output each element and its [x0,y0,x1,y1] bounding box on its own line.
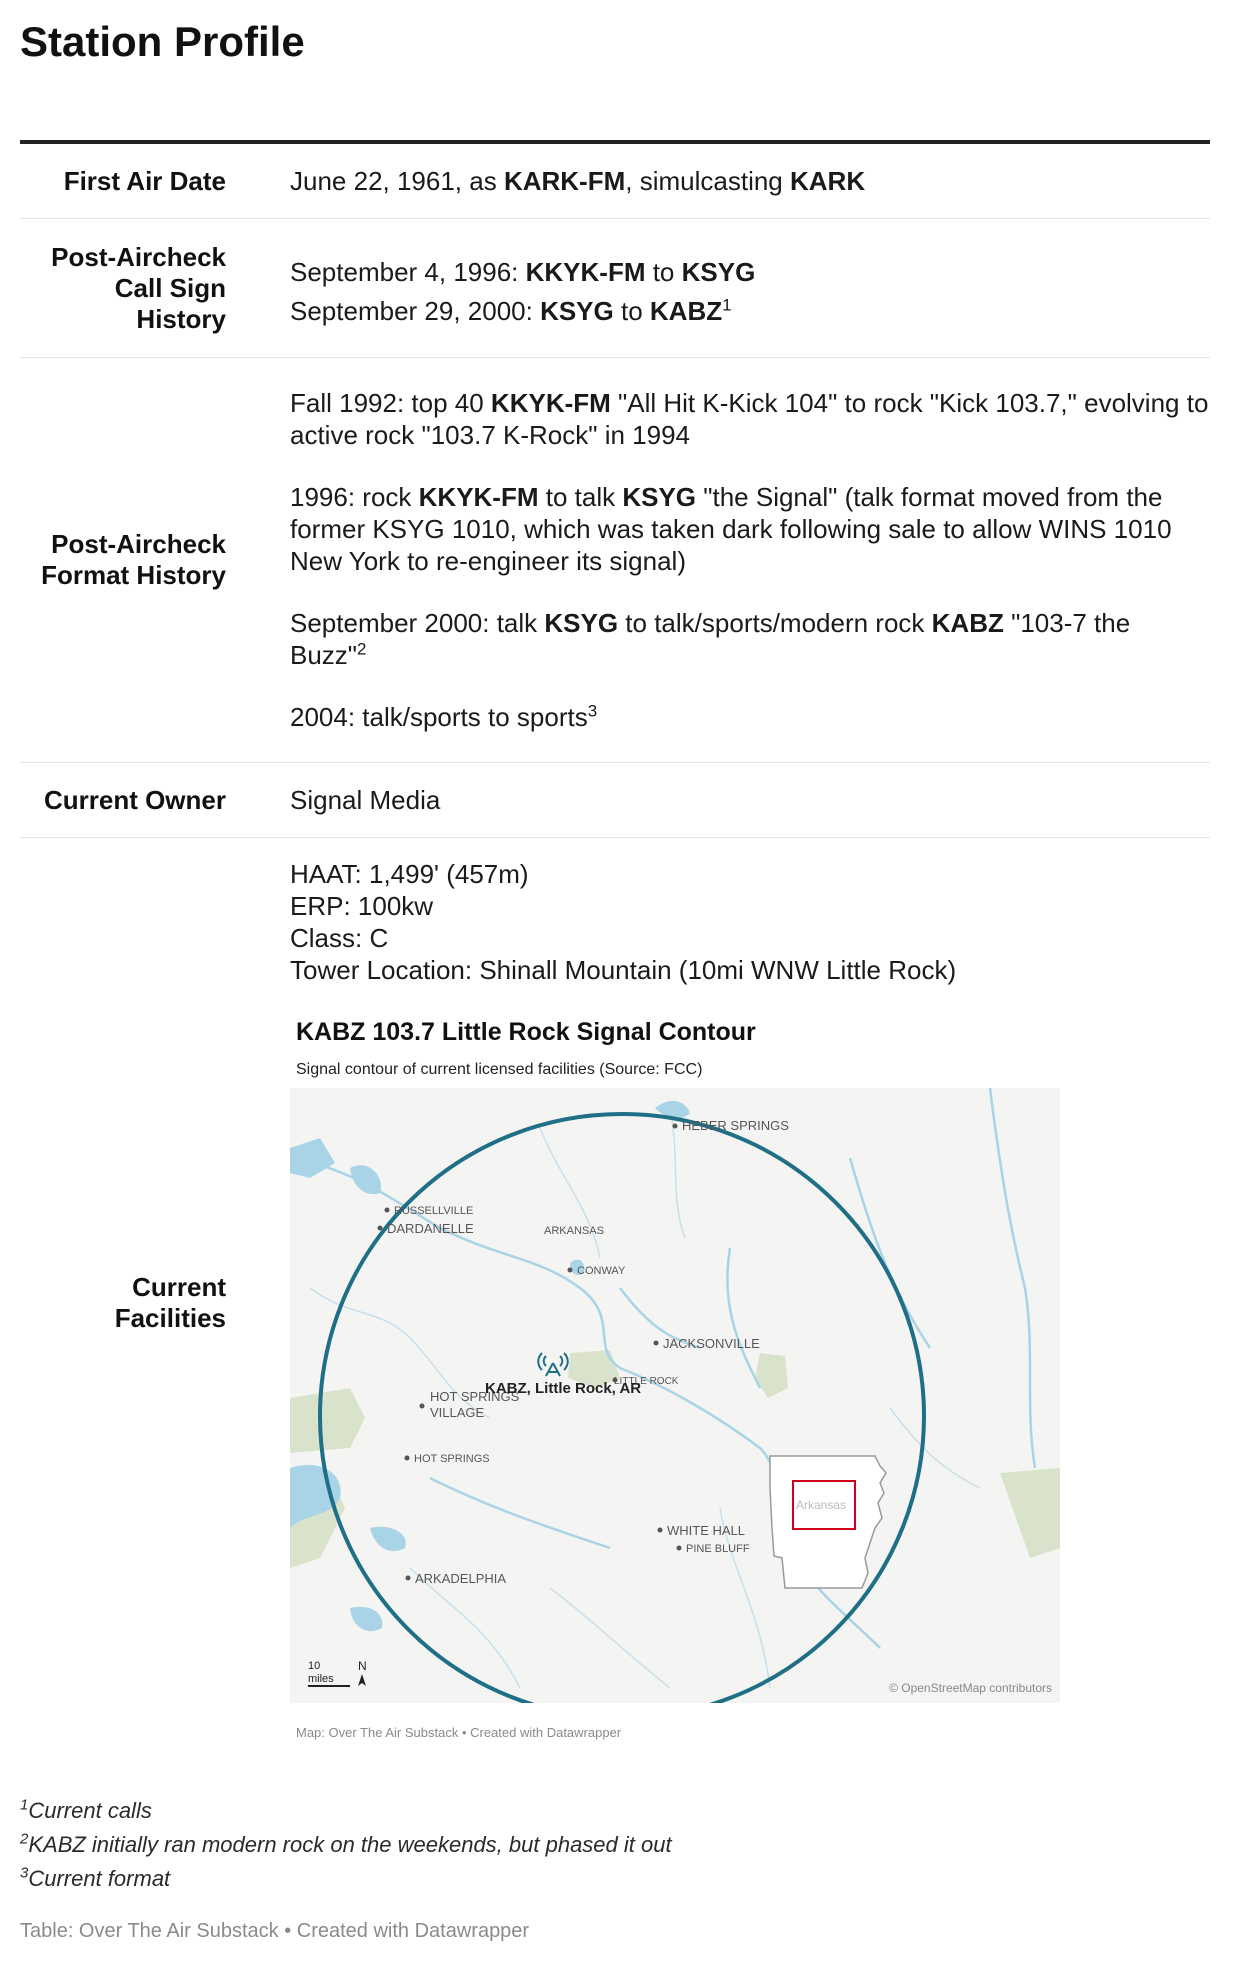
call-sign: KARK [790,166,866,196]
row-label-text: First Air Date [63,165,226,196]
station-profile-table [20,140,1210,1768]
format-entry [290,701,1210,733]
call-sign: KSYG [544,608,619,638]
text-run: to talk [538,482,623,512]
map-canvas[interactable] [290,1088,1060,1703]
row-value [226,358,1210,762]
row-label-line: Post-Aircheck [51,241,226,272]
row-label-line: Format History [41,560,226,590]
text-run: "103-7 the Buzz" [290,608,1131,670]
footnote-text: KABZ initially ran modern rock on the weekends, but phased it out [28,1832,672,1857]
city-conway: CONWAY [577,1265,626,1277]
city-dot [568,1268,573,1273]
city-dot [673,1124,678,1129]
row-value [226,763,1210,837]
spec-haat: HAAT: 1,499' (457m) [290,859,529,889]
row-label [20,763,226,837]
text-run: 2004: talk/sports to sports [290,702,588,732]
spec-class: Class: C [290,923,389,953]
scale-value: 10 [308,1660,321,1672]
city-arkadelphia: ARKADELPHIA [415,1571,507,1586]
city-pine-bluff: PINE BLUFF [686,1543,750,1555]
first-air-date-text [290,165,1210,197]
city-dot [677,1546,682,1551]
text-run: September 29, 2000: [290,296,541,326]
city-dardanelle: DARDANELLE [387,1221,474,1236]
text-run: , simulcasting [625,166,790,196]
map-background [290,1088,1060,1703]
table-row-call-sign-history [20,219,1210,358]
footnote-3 [20,1862,672,1896]
table-row-format-history [20,358,1210,763]
text-run: to talk/sports/modern rock [618,608,932,638]
city-hot-springs: HOT SPRINGS [414,1453,490,1465]
text-run: "All Hit K-Kick 104" to rock "Kick 103.7," evolving to active rock "103.7 K-Rock" in 1994 [290,388,1209,450]
footnote-2 [20,1828,672,1862]
text-run: June 22, 1961, as [290,166,504,196]
row-label-line: Current [132,1272,226,1302]
city-dot [405,1456,410,1461]
row-label-line: Call Sign [114,272,226,303]
footnote-ref: 2 [357,639,367,659]
call-sign: KARK-FM [503,166,626,196]
page-title: Station Profile [20,18,305,65]
row-label [20,838,226,1768]
call-sign: KSYG [622,482,697,512]
footnote-number: 2 [20,1830,29,1848]
footnote-text: Current format [28,1866,171,1891]
owner-name: Signal Media [290,785,441,815]
row-label [20,358,226,762]
city-white-hall: WHITE HALL [667,1523,746,1538]
call-sign: KSYG [681,257,756,287]
row-label-text: Current Owner [43,784,226,815]
station-label: KABZ, Little Rock, AR [485,1380,642,1397]
call-sign: KABZ [649,296,723,326]
city-jacksonville: JACKSONVILLE [663,1336,760,1351]
row-value [226,219,1210,357]
river-label-arkansas: ARKANSAS [544,1225,604,1237]
footnote-1 [20,1794,672,1828]
text-run: "the Signal" (talk format moved from the former KSYG 1010, which was taken dark following sale to allow WINS 1010 New York to re-engineer its signal) [290,482,1172,576]
table-credit: Table: Over The Air Substack • Created with Datawrapper [20,1920,530,1942]
row-label [20,219,226,357]
facility-specs [290,858,1210,986]
row-value [226,838,1210,1768]
north-label: N [358,1659,367,1673]
text-run: September 4, 1996: [290,257,526,287]
footnote-ref: 3 [587,701,598,721]
call-sign-line [290,253,1210,292]
call-sign-line [290,292,1210,331]
text-run: September 2000: talk [290,608,545,638]
row-label-line: Facilities [114,1303,226,1333]
call-sign: KKYK-FM [418,482,539,512]
inset-state-label: Arkansas [796,1498,847,1512]
format-entry [290,387,1210,451]
map-subtitle: Signal contour of current licensed facilities (Source: FCC) [296,1061,703,1078]
row-label-line: History [136,303,226,334]
city-heber-springs: HEBER SPRINGS [682,1118,789,1133]
row-label [20,144,226,218]
call-sign: KKYK-FM [525,257,646,287]
city-dot [385,1208,390,1213]
city-hot-springs-village-2: VILLAGE [430,1405,485,1420]
call-sign: KABZ [931,608,1004,638]
format-entry [290,481,1210,577]
city-dot [654,1341,659,1346]
footnote-number: 1 [20,1796,29,1814]
text-run: to [645,257,682,287]
map-title: KABZ 103.7 Little Rock Signal Contour [296,1018,756,1046]
footnote-ref: 1 [722,295,732,315]
text-run: 1996: rock [290,482,419,512]
call-sign: KSYG [540,296,614,326]
footnote-number: 3 [20,1864,29,1882]
format-entry [290,607,1210,671]
city-hot-springs-village: HOT SPRINGS [430,1389,520,1404]
footnotes [20,1794,672,1896]
table-row-current-facilities [20,838,1210,1768]
map-attribution[interactable]: © OpenStreetMap contributors [889,1681,1052,1695]
city-dot [420,1404,425,1409]
signal-contour-map [290,1016,1060,1749]
spec-erp: ERP: 100kw [290,891,434,921]
city-dot [658,1528,663,1533]
city-dot [406,1576,411,1581]
text-run: to [613,296,650,326]
row-label-line: Post-Aircheck [51,529,226,559]
city-little-rock: LITTLE ROCK [614,1376,679,1387]
row-value [226,144,1210,218]
spec-tower-location: Tower Location: Shinall Mountain (10mi WNW Little Rock) [290,955,957,985]
scale-unit: miles [308,1673,334,1685]
text-run: Fall 1992: top 40 [290,388,491,418]
call-sign: KKYK-FM [490,388,611,418]
city-russellville: RUSSELLVILLE [394,1205,474,1217]
table-row-current-owner [20,763,1210,838]
city-dot [378,1226,383,1231]
footnote-text: Current calls [28,1798,152,1823]
table-row-first-air-date [20,144,1210,219]
map-credit: Map: Over The Air Substack • Created with Datawrapper [296,1725,622,1740]
